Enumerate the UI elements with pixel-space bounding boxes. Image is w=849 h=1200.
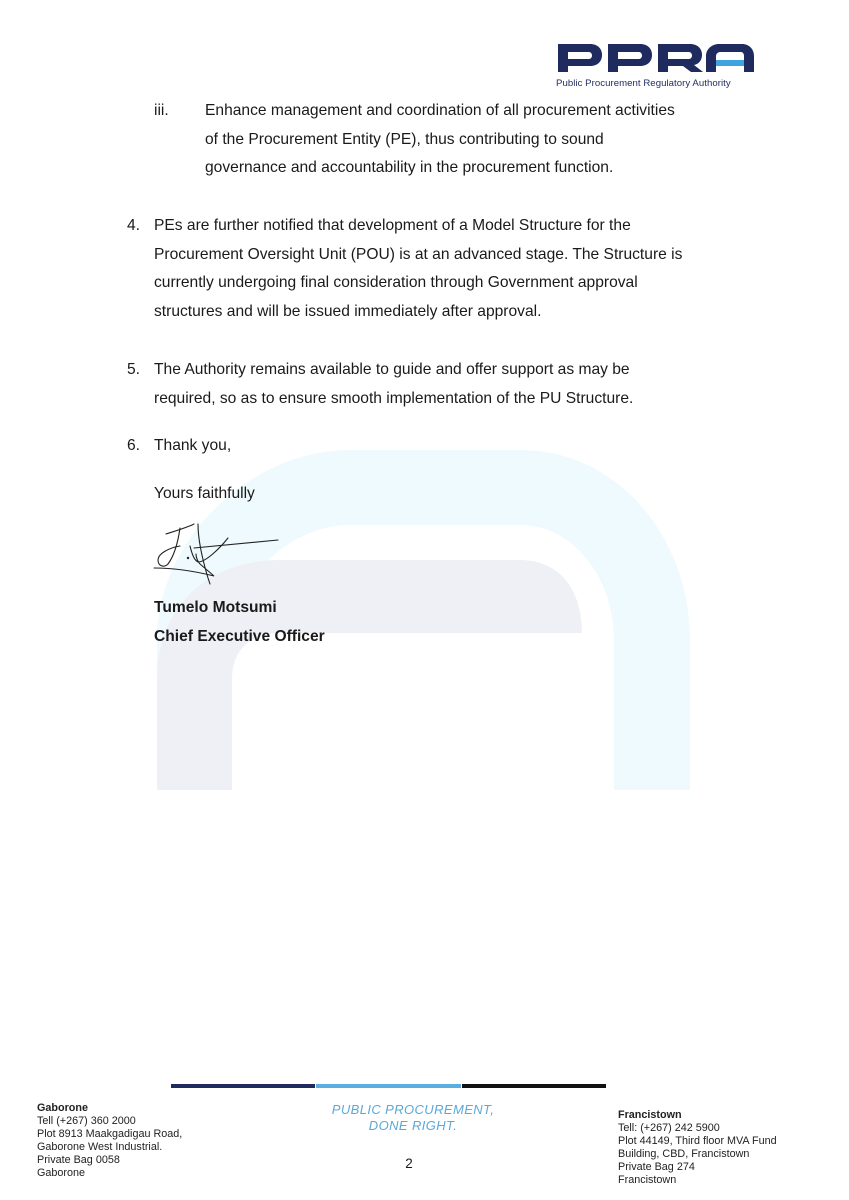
footer-gaborone-line-3: Gaborone West Industrial. [37, 1140, 163, 1153]
signatory-name: Tumelo Motsumi [154, 599, 277, 616]
signatory-title: Chief Executive Officer [154, 628, 325, 645]
ppra-logo [556, 40, 756, 92]
para-4-line-1: PEs are further notified that development of a Model Structure for the [154, 217, 631, 234]
signature-image [150, 518, 285, 590]
para-5-line-2: required, so as to ensure smooth implementation of the PU Structure. [154, 389, 634, 407]
para-5-text [154, 356, 746, 413]
footer-bar-black [462, 1084, 606, 1088]
footer-francistown-line-1: Tell: (+267) 242 5900 [618, 1121, 720, 1134]
para-5-marker: 5. [127, 361, 141, 378]
para-5-line-1: The Authority remains available to guide and offer support as may be [154, 361, 630, 378]
item-iii-line-2: of the Procurement Entity (PE), thus contributing to sound [205, 130, 604, 148]
footer-francistown-city: Francistown [618, 1109, 682, 1121]
footer-slogan [300, 1102, 526, 1134]
footer-gaborone [37, 1102, 182, 1179]
page-number: 2 [405, 1156, 413, 1171]
para-4-line-2: Procurement Oversight Unit (POU) is at an advanced stage. The Structure is [154, 245, 683, 263]
footer-gaborone-line-4: Private Bag 0058 [37, 1153, 120, 1166]
footer-gaborone-city: Gaborone [37, 1102, 88, 1114]
footer-gaborone-line-5: Gaborone [37, 1166, 86, 1179]
para-4-line-3: currently undergoing final consideration through Government approval [154, 274, 638, 292]
footer-bar-navy [171, 1084, 315, 1088]
closing: Yours faithfully [154, 485, 255, 502]
slogan-line-1: PUBLIC PROCUREMENT, [331, 1102, 495, 1117]
item-iii-line-1: Enhance management and coordination of all procurement activities [205, 102, 675, 119]
footer-gaborone-line-1: Tell (+267) 360 2000 [37, 1114, 136, 1127]
para-4-marker: 4. [127, 217, 141, 234]
footer-francistown [618, 1109, 777, 1186]
slogan-line-2: DONE RIGHT. [368, 1118, 458, 1133]
item-iii-line-3: governance and accountability in the procurement function. [205, 159, 614, 177]
logo-subtitle: Public Procurement Regulatory Authority [556, 78, 731, 89]
footer-bar-blue [316, 1084, 461, 1088]
footer-francistown-line-5: Francistown [618, 1173, 677, 1186]
footer-francistown-line-3: Building, CBD, Francistown [618, 1147, 750, 1160]
ppra-logo-mark [556, 40, 756, 76]
para-4-text [154, 212, 746, 327]
item-iii-text [205, 97, 746, 183]
item-iii-marker: iii. [154, 102, 169, 119]
para-6-marker: 6. [127, 437, 141, 454]
para-6-text: Thank you, [154, 437, 232, 454]
footer-francistown-line-2: Plot 44149, Third floor MVA Fund [618, 1134, 777, 1147]
footer-francistown-line-4: Private Bag 274 [618, 1160, 695, 1173]
footer-gaborone-line-2: Plot 8913 Maakgadigau Road, [37, 1127, 183, 1140]
para-4-line-4: structures and will be issued immediately after approval. [154, 303, 542, 321]
